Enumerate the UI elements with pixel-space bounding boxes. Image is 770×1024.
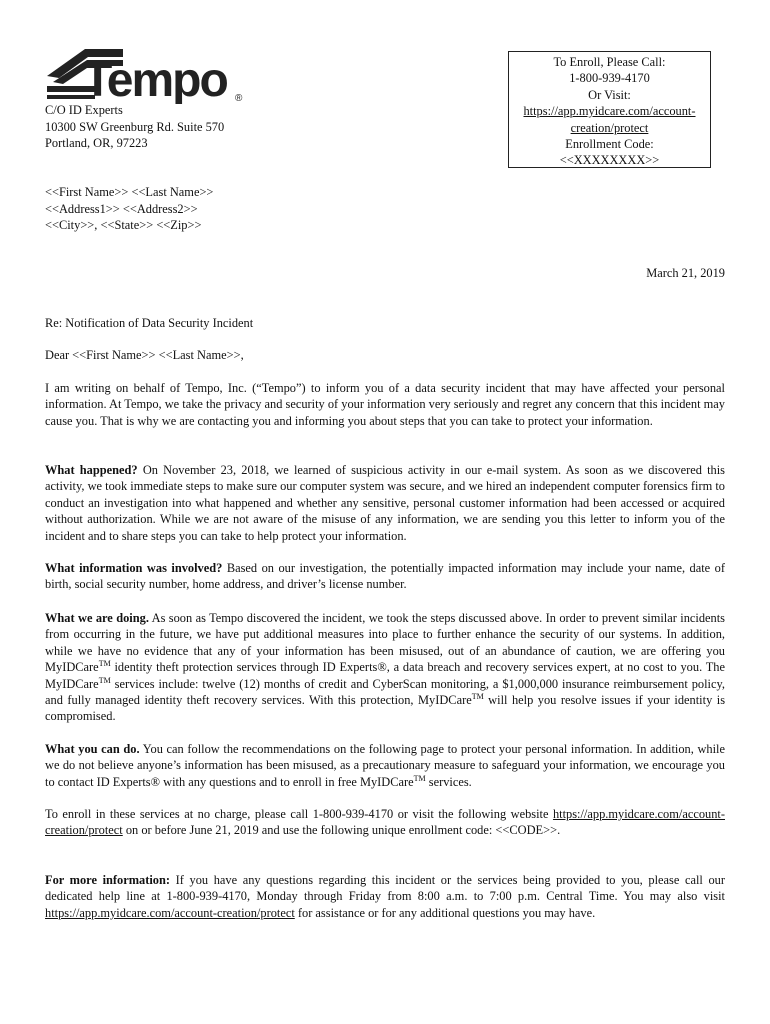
subject-line: Re: Notification of Data Security Incident [45, 316, 254, 330]
enrollment-info-box [508, 51, 711, 168]
what-doing-paragraph [45, 610, 725, 725]
sender-line: 10300 SW Greenburg Rd. Suite 570 [45, 119, 225, 134]
sender-address [45, 102, 224, 152]
more-info-website-link[interactable]: https://app.myidcare.com/account-creation/protect [45, 905, 295, 920]
enroll-url-link[interactable]: https://app.myidcare.com/account- [523, 104, 696, 119]
logo-wordmark: Tempo [83, 54, 227, 104]
what-info-heading: What information was involved? [45, 561, 223, 575]
what-doing-text: will help you resolve issues if your identity is compromised. [45, 693, 726, 724]
greeting: Dear <<First Name>> <<Last Name>>, [45, 348, 244, 362]
tempo-logo-graphic [45, 46, 250, 104]
sender-line: C/O ID Experts [45, 103, 123, 117]
what-doing-text: identity theft protection services through ID Experts®, a data breach and recovery services expert, at no cost to you. The MyIDCare [45, 660, 725, 691]
trademark-mark: TM [413, 773, 426, 783]
what-you-can-do-paragraph [45, 741, 725, 790]
what-you-can-do-text: You can follow the recommendations on the following page to protect your personal information. In addition, while we do not believe anyone’s information has been misused, as a precautionary measure to safeguard your information, we encourage you to contact ID Experts® with any questions and to enroll in free MyIDCare [45, 742, 726, 789]
to-enroll-paragraph [45, 806, 725, 839]
what-you-can-do-text: services. [425, 774, 472, 789]
what-doing-text: services include: twelve (12) months of credit and CyberScan monitoring, a $1,000,000 insurance reimbursement policy, and fully managed identity theft recovery services. With this protection, MyIDCare [45, 676, 725, 708]
recipient-line: <<First Name>> <<Last Name>> [45, 185, 214, 199]
what-happened-paragraph [45, 462, 725, 544]
more-info-text: If you have any questions regarding this incident or the services being provided to you, please call our dedicated help line at 1-800-939-4170, Monday through Friday from 8:00 a.m. to 7:00 p.m. Central Time. You may also visit [45, 873, 725, 904]
what-you-can-do-heading: What you can do. [45, 742, 140, 756]
what-happened-heading: What happened? [45, 463, 138, 477]
intro-paragraph: I am writing on behalf of Tempo, Inc. (“Tempo”) to inform you of a data security incident that may have affected your personal information. At Tempo, we take the privacy and security of your information very seriously and regret any concern that this incident may cause you. That is why we are contacting you and informing you about steps that you can take to protect your information. [45, 381, 725, 428]
more-info-paragraph [45, 872, 725, 921]
what-doing-text: As soon as Tempo discovered the incident, we took the steps discussed above. In order to prevent similar incidents from occurring in the future, we have put additional measures into place to further enhance the security of our systems. In addition, while we have no evidence that any of your information has been misused, out of an abundance of caution, we are offering you MyIDCare [45, 611, 725, 675]
more-info-heading: For more information: [45, 873, 171, 887]
enroll-visit-label: Or Visit: [588, 87, 631, 102]
sender-line: Portland, OR, 97223 [45, 136, 148, 150]
enroll-call-label: To Enroll, Please Call: [553, 55, 666, 69]
enroll-code: <<XXXXXXXX>> [559, 153, 660, 168]
to-enroll-text: To enroll in these services at no charge, please call 1-800-939-4170 or visit the following website [45, 807, 553, 821]
to-enroll-text: on or before June 21, 2019 and use the following unique enrollment code: <<CODE>>. [122, 823, 561, 838]
trademark-mark: TM [471, 691, 484, 701]
more-info-text: for assistance or for any additional questions you may have. [294, 905, 596, 920]
enroll-website-link[interactable]: https://app.myidcare.com/account-creation/protect [45, 807, 725, 838]
what-happened-text: On November 23, 2018, we learned of suspicious activity in our e-mail system. As soon as we discovered this activity, we took immediate steps to make sure our computer system was secure, and we hired an independent computer forensics firm to conduct an investigation into what happened and whether any sensitive, personal customer information had been accessed or acquired without authorization. While we are not aware of the misuse of any information, we are sending you this letter to inform you of the incident and to share steps you can take to help protect your information. [45, 463, 726, 543]
recipient-address [45, 184, 213, 234]
trademark-mark: TM [98, 675, 111, 685]
letter-date: March 21, 2019 [646, 266, 725, 280]
recipient-line: <<Address1>> <<Address2>> [45, 201, 198, 216]
recipient-line: <<City>>, <<State>> <<Zip>> [45, 218, 202, 232]
enroll-url-link-cont[interactable]: creation/protect [570, 120, 649, 135]
what-doing-heading: What we are doing. [45, 611, 149, 625]
what-info-paragraph [45, 560, 725, 593]
what-info-text: Based on our investigation, the potentially impacted information may include your name, date of birth, social security number, home address, and driver’s license number. [45, 561, 725, 592]
trademark-mark: TM [98, 659, 111, 669]
enroll-code-label: Enrollment Code: [565, 137, 654, 152]
registered-mark: ® [235, 93, 243, 104]
enroll-phone: 1-800-939-4170 [569, 71, 650, 86]
tempo-logo [45, 46, 250, 104]
